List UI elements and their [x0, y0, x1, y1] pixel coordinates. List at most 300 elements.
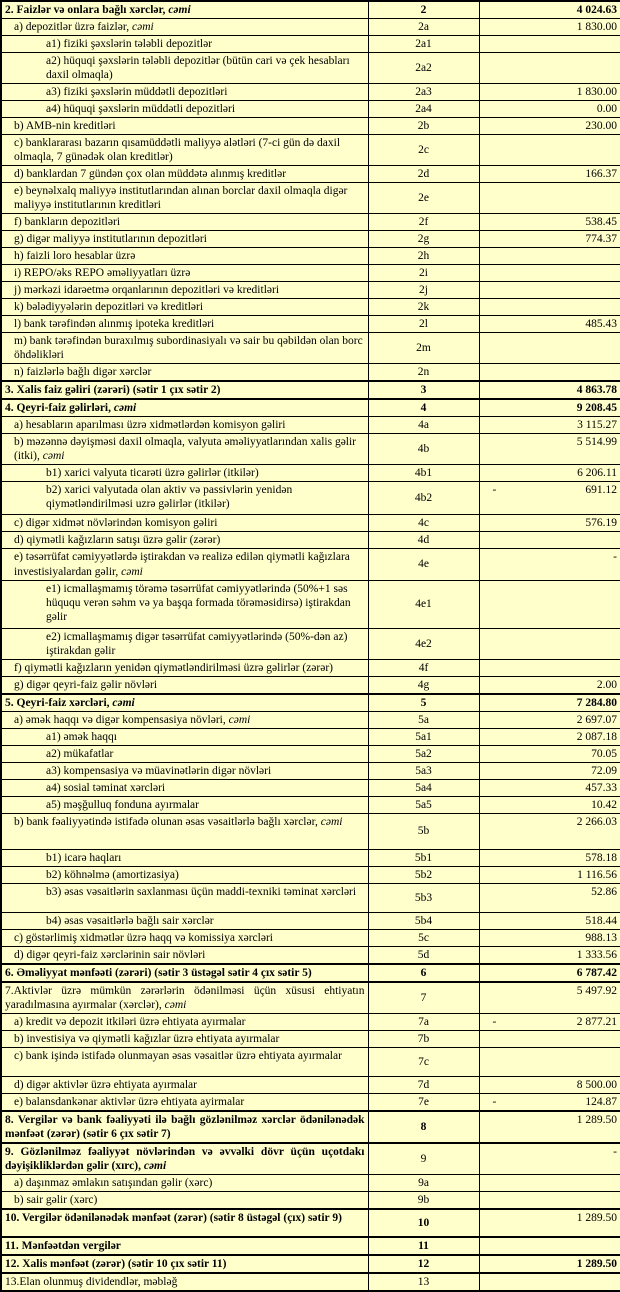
- row-label: a2) mükafatlar: [46, 747, 114, 760]
- row-code-cell: 4b2: [368, 482, 479, 515]
- row-code-cell: 2d: [368, 166, 479, 183]
- table-row: [1, 515, 620, 532]
- row-label-cell: [1, 183, 368, 214]
- row-value-cell: [479, 248, 620, 265]
- row-label-cell: [1, 1174, 368, 1191]
- row-label: g) digər maliyyə institutlarının depozitləri: [14, 233, 207, 246]
- row-code-cell: 4g: [368, 676, 479, 694]
- negative-sign: -: [492, 1015, 497, 1028]
- row-value-cell: [479, 659, 620, 676]
- table-row: [1, 1047, 620, 1076]
- row-value-cell: 457.33: [479, 779, 620, 796]
- table-row: [1, 118, 620, 135]
- table-row: [1, 883, 620, 912]
- row-code-cell: 4e: [368, 549, 479, 580]
- row-label: 3. Xalis faiz gəliri (zərəri) (sətir 1 çıx sətir 2): [5, 384, 221, 397]
- row-label-cell: [1, 364, 368, 382]
- row-value-cell: [479, 580, 620, 628]
- row-label: a2) hüquqi şəxslərin tələbli depozitlər (bütün cari və çek hesabları daxil olmaqla): [46, 55, 350, 82]
- row-value-cell: 2.00: [479, 676, 620, 694]
- row-code-cell: 7b: [368, 1030, 479, 1047]
- table-row: [1, 1191, 620, 1209]
- row-label: e2) icmallaşmamış digər təsərrüfat cəmiyyətlərində (50%-dən az) iştirakdan gəlir: [46, 630, 348, 657]
- row-label: 5. Qeyri-faiz xərcləri,: [5, 696, 113, 709]
- row-label-cell: [1, 866, 368, 883]
- row-label-suffix: cəmi: [42, 450, 65, 463]
- row-value-cell: 5 514.99: [479, 434, 620, 465]
- row-label-suffix: cəmi: [228, 713, 251, 726]
- table-row: [1, 549, 620, 580]
- row-label-cell: [1, 711, 368, 728]
- row-value-cell: 1 289.50: [479, 1255, 620, 1273]
- row-code-cell: 5a1: [368, 728, 479, 745]
- row-code-cell: 2c: [368, 135, 479, 166]
- row-value-cell: 52.86: [479, 883, 620, 912]
- table-row: [1, 1076, 620, 1093]
- row-label-cell: [1, 231, 368, 248]
- row-code-cell: 5b2: [368, 866, 479, 883]
- table-row: [1, 84, 620, 101]
- row-value: 124.87: [585, 1095, 617, 1108]
- row-value-cell: 4 863.78: [479, 381, 620, 399]
- row-value-cell: 230.00: [479, 118, 620, 135]
- row-label: b) investisiya və qiymətli kağızlar üzrə ehtiyata ayırmalar: [14, 1032, 280, 1045]
- row-code-cell: 2i: [368, 265, 479, 282]
- row-value-cell: 578.18: [479, 849, 620, 866]
- row-label-cell: [1, 779, 368, 796]
- row-value-cell: [479, 364, 620, 382]
- row-value-cell: [479, 333, 620, 364]
- row-label-cell: [1, 1093, 368, 1111]
- row-label-cell: [1, 1047, 368, 1076]
- row-code-cell: 13: [368, 1273, 479, 1291]
- row-label: g) digər qeyri-faiz gəlir növləri: [14, 678, 158, 691]
- row-label-cell: [1, 946, 368, 964]
- row-value-cell: 2 087.18: [479, 728, 620, 745]
- table-row: [1, 849, 620, 866]
- row-value-cell: [479, 628, 620, 659]
- row-code-cell: 2k: [368, 299, 479, 316]
- row-label-cell: [1, 1013, 368, 1030]
- row-code-cell: 3: [368, 381, 479, 399]
- row-label-cell: [1, 482, 368, 515]
- row-label-cell: [1, 166, 368, 183]
- table-row: [1, 166, 620, 183]
- row-value-cell: 1 289.50: [479, 1209, 620, 1237]
- row-label-cell: [1, 549, 368, 580]
- row-label-cell: [1, 316, 368, 333]
- row-code-cell: 5a: [368, 711, 479, 728]
- row-value-cell: 9 208.45: [479, 399, 620, 417]
- row-label: e) beynəlxalq maliyyə institutlarından alınan borclar daxil olmaqla digər maliyyə institutlarının kreditləri: [14, 185, 348, 212]
- row-value-cell: 2 697.07: [479, 711, 620, 728]
- row-label-cell: [1, 883, 368, 912]
- row-value-cell: -: [479, 549, 620, 580]
- row-label-cell: [1, 912, 368, 929]
- table-row: [1, 1209, 620, 1237]
- row-label: c) banklararası bazarın qısamüddətli maliyyə alətləri (7-ci gün də daxil olmaqla, 7 günədək olan kreditlər): [14, 137, 341, 164]
- row-code-cell: 8: [368, 1111, 479, 1143]
- row-label: f) bankların depozitləri: [14, 216, 121, 229]
- row-label: 4. Qeyri-faiz gəlirləri,: [5, 402, 114, 415]
- row-label: b) sair gəlir (xərc): [14, 1193, 98, 1206]
- row-value-cell: [479, 53, 620, 84]
- row-code-cell: 4d: [368, 532, 479, 549]
- row-label: b) məzənnə dəyişməsi daxil olmaqla, valyuta əməliyyatlarından xalis gəlir (itki),: [14, 436, 357, 463]
- row-code-cell: 12: [368, 1255, 479, 1273]
- row-value-cell: 70.05: [479, 745, 620, 762]
- row-value-cell: [479, 183, 620, 214]
- row-value-cell: [479, 1273, 620, 1291]
- row-label: h) faizli loro hesablar üzrə: [14, 250, 136, 263]
- row-code-cell: 2e: [368, 183, 479, 214]
- row-label-cell: [1, 1030, 368, 1047]
- table-row: [1, 1093, 620, 1111]
- row-label-cell: [1, 434, 368, 465]
- row-label-cell: [1, 694, 368, 712]
- row-value-cell: [479, 1093, 620, 1111]
- row-value-cell: 485.43: [479, 316, 620, 333]
- row-label-cell: [1, 248, 368, 265]
- row-code-cell: 11: [368, 1237, 479, 1255]
- row-label-cell: [1, 1143, 368, 1175]
- row-value-cell: 988.13: [479, 929, 620, 946]
- row-code-cell: 5a4: [368, 779, 479, 796]
- row-label-suffix: cəmi: [164, 998, 187, 1011]
- table-row: [1, 1255, 620, 1273]
- table-row: [1, 745, 620, 762]
- row-value-cell: 72.09: [479, 762, 620, 779]
- row-label-suffix: cəmi: [320, 815, 343, 828]
- row-value-cell: [479, 1047, 620, 1076]
- row-label-cell: [1, 982, 368, 1014]
- table-row: [1, 299, 620, 316]
- table-row: [1, 399, 620, 417]
- row-label: a4) sosial təminat xərcləri: [46, 781, 166, 794]
- row-code-cell: 2: [368, 1, 479, 19]
- row-code-cell: 5b: [368, 813, 479, 849]
- row-value-cell: [479, 1174, 620, 1191]
- row-code-cell: 4f: [368, 659, 479, 676]
- row-label: a) daşınmaz əmlakın satışından gəlir (xərc): [14, 1176, 213, 1189]
- row-label: a3) kompensasiya və müavinətlərin digər növləri: [46, 764, 272, 777]
- row-label: a5) məşğulluq fonduna ayırmalar: [46, 798, 199, 811]
- row-value-cell: 6 787.42: [479, 964, 620, 982]
- row-code-cell: 4a: [368, 417, 479, 434]
- row-label-cell: [1, 964, 368, 982]
- row-label: b) AMB-nin kreditləri: [14, 120, 116, 133]
- row-value-cell: [479, 135, 620, 166]
- row-value-cell: 166.37: [479, 166, 620, 183]
- table-row: [1, 381, 620, 399]
- row-label: a) əmək haqqı və digər kompensasiya növləri,: [14, 713, 229, 726]
- row-label: c) göstərlimiş xidmətlər üzrə haqq və komissiya xərcləri: [14, 931, 273, 944]
- row-label: a1) fiziki şəxslərin tələbli depozitlər: [46, 38, 213, 51]
- row-label-cell: [1, 628, 368, 659]
- row-value-cell: [479, 532, 620, 549]
- row-value-cell: [479, 265, 620, 282]
- row-label-cell: [1, 1, 368, 19]
- row-label-cell: [1, 659, 368, 676]
- row-code-cell: 5b3: [368, 883, 479, 912]
- row-label-cell: [1, 19, 368, 36]
- table-row: [1, 36, 620, 53]
- table-row: [1, 929, 620, 946]
- row-label: j) mərkəzi idarəetmə orqanlarının depozitləri və kreditləri: [14, 284, 280, 297]
- row-label-cell: [1, 796, 368, 813]
- table-row: [1, 19, 620, 36]
- table-row: [1, 762, 620, 779]
- row-code-cell: 9a: [368, 1174, 479, 1191]
- table-row: [1, 659, 620, 676]
- row-label-cell: [1, 53, 368, 84]
- row-code-cell: 2m: [368, 333, 479, 364]
- row-label-suffix: cəmi: [112, 696, 135, 709]
- row-label-suffix: cəmi: [121, 565, 143, 578]
- table-row: [1, 694, 620, 712]
- row-label-suffix: cəmi: [143, 1159, 167, 1172]
- row-value: 2 877.21: [576, 1015, 617, 1028]
- row-label-cell: [1, 849, 368, 866]
- row-label: 9. Gözlənilməz fəaliyyət növlərindən və əvvəlki dövr üçün uçotdakı dəyişikliklərdən gəlir (xırc),: [5, 1145, 365, 1172]
- row-code-cell: 2j: [368, 282, 479, 299]
- row-code-cell: 2a: [368, 19, 479, 36]
- row-label-cell: [1, 1191, 368, 1209]
- row-label: l) bank tərəfindən alınmış ipoteka kreditləri: [14, 318, 215, 331]
- table-row: [1, 796, 620, 813]
- row-label: a) kredit və depozit itkiləri üzrə ehtiyata ayırmalar: [14, 1015, 246, 1028]
- table-row: [1, 364, 620, 382]
- table-row: [1, 866, 620, 883]
- row-label: 7.Aktivlər üzrə mümkün zərərlərin ödənilməsi üçün xüsusi ehtiyatın yaradılmasına ayırmalar (xərclər),: [5, 984, 365, 1011]
- table-row: [1, 779, 620, 796]
- row-label-cell: [1, 399, 368, 417]
- row-value-cell: 538.45: [479, 214, 620, 231]
- row-label-cell: [1, 101, 368, 118]
- row-code-cell: 9b: [368, 1191, 479, 1209]
- row-label: d) banklardan 7 gündən çox olan müddətə alınmış kreditlər: [14, 168, 287, 181]
- row-value-cell: 1 830.00: [479, 19, 620, 36]
- row-value-cell: 1 830.00: [479, 84, 620, 101]
- table-row: [1, 964, 620, 982]
- row-code-cell: 2a2: [368, 53, 479, 84]
- row-label-cell: [1, 299, 368, 316]
- row-label-cell: [1, 36, 368, 53]
- row-code-cell: 7a: [368, 1013, 479, 1030]
- row-code-cell: 2a4: [368, 101, 479, 118]
- table-row: [1, 333, 620, 364]
- negative-value: [483, 1095, 618, 1109]
- row-label: a) depozitlər üzrə faizlər,: [14, 21, 132, 34]
- row-value-cell: 576.19: [479, 515, 620, 532]
- row-code-cell: 7d: [368, 1076, 479, 1093]
- table-row: [1, 135, 620, 166]
- row-value: 691.12: [585, 484, 617, 497]
- row-code-cell: 7e: [368, 1093, 479, 1111]
- row-label: 6. Əməliyyat mənfəəti (zərəri) (sətir 3 üstəgəl sətir 4 çıx sətir 5): [5, 966, 312, 979]
- table-row: [1, 282, 620, 299]
- row-label-cell: [1, 532, 368, 549]
- table-row: [1, 728, 620, 745]
- row-label-cell: [1, 1076, 368, 1093]
- row-label: a4) hüquqi şəxslərin müddətli depozitləri: [46, 103, 236, 116]
- row-label: b2) xarici valyutada olan aktiv və passivlərin yenidən qiymətləndirilməsi uzrə gəlirlər (itkilər): [46, 484, 293, 511]
- row-code-cell: 9: [368, 1143, 479, 1175]
- table-row: [1, 813, 620, 849]
- row-label: 10. Vergilər ödənilənədək mənfəət (zərər) (sətir 8 üstəgəl (çıx) sətir 9): [5, 1211, 342, 1224]
- row-code-cell: 2n: [368, 364, 479, 382]
- table-row: [1, 1143, 620, 1175]
- row-label-cell: [1, 1209, 368, 1237]
- row-code-cell: 10: [368, 1209, 479, 1237]
- row-label-cell: [1, 214, 368, 231]
- row-value-cell: 518.44: [479, 912, 620, 929]
- table-row: [1, 1174, 620, 1191]
- row-value-cell: 7 284.80: [479, 694, 620, 712]
- table-row: [1, 1030, 620, 1047]
- row-code-cell: 5a3: [368, 762, 479, 779]
- row-label-cell: [1, 1111, 368, 1143]
- row-code-cell: 7c: [368, 1047, 479, 1076]
- row-code-cell: 2a1: [368, 36, 479, 53]
- table-row: [1, 265, 620, 282]
- row-code-cell: 5a5: [368, 796, 479, 813]
- row-label-cell: [1, 728, 368, 745]
- row-label-cell: [1, 745, 368, 762]
- row-label: a3) fiziki şəxslərin müddətli depozitləri: [46, 86, 228, 99]
- table-row: [1, 434, 620, 465]
- row-code-cell: 2f: [368, 214, 479, 231]
- row-code-cell: 4b1: [368, 465, 479, 482]
- row-label-cell: [1, 265, 368, 282]
- table-row: [1, 1111, 620, 1143]
- row-code-cell: 5b1: [368, 849, 479, 866]
- row-value-cell: [479, 482, 620, 515]
- table-row: [1, 982, 620, 1014]
- table-row: [1, 1, 620, 19]
- row-label-cell: [1, 762, 368, 779]
- table-row: [1, 417, 620, 434]
- row-label-cell: [1, 417, 368, 434]
- negative-value: [483, 483, 618, 497]
- row-label: n) faizlərlə bağlı digər xərclər: [14, 366, 152, 379]
- row-label-suffix: cəmi: [113, 402, 137, 415]
- table-row: [1, 676, 620, 694]
- row-label-suffix: cəmi: [168, 4, 191, 16]
- row-label: 11. Mənfəətdən vergilər: [5, 1239, 121, 1252]
- row-code-cell: 2h: [368, 248, 479, 265]
- row-label-cell: [1, 1255, 368, 1273]
- row-code-cell: 7: [368, 982, 479, 1014]
- table-row: [1, 711, 620, 728]
- row-label-cell: [1, 676, 368, 694]
- table-row: [1, 231, 620, 248]
- row-label: a1) əmək haqqı: [46, 730, 117, 743]
- row-label: b1) xarici valyuta ticarəti üzrə gəlirlər (itkilər): [46, 467, 259, 480]
- row-value-cell: [479, 282, 620, 299]
- row-value-cell: 3 115.27: [479, 417, 620, 434]
- table-row: [1, 316, 620, 333]
- table-row: [1, 628, 620, 659]
- row-label-cell: [1, 1237, 368, 1255]
- row-label: 12. Xalis mənfəət (zərər) (sətir 10 çıx sətir 11): [5, 1257, 227, 1270]
- row-label: a) hesabların aparılması üzrə xidmətlərdən komisyon gəliri: [14, 419, 286, 432]
- table-row: [1, 1237, 620, 1255]
- row-label-cell: [1, 515, 368, 532]
- row-code-cell: 5: [368, 694, 479, 712]
- row-code-cell: 2b: [368, 118, 479, 135]
- row-value-cell: [479, 1030, 620, 1047]
- row-label: 2. Faizlər və onlara bağlı xərclər,: [5, 4, 169, 16]
- row-label-cell: [1, 465, 368, 482]
- row-value-cell: [479, 1237, 620, 1255]
- row-code-cell: 4b: [368, 434, 479, 465]
- row-code-cell: 6: [368, 964, 479, 982]
- row-code-cell: 5b4: [368, 912, 479, 929]
- row-label-cell: [1, 580, 368, 628]
- row-code-cell: 2l: [368, 316, 479, 333]
- row-label-cell: [1, 333, 368, 364]
- table-row: [1, 1013, 620, 1030]
- row-label: e1) icmallaşmamış törəmə təsərrüfat cəmiyyətlərində (50%+1 səs hüququ verən səhm və ya başqa formada törəməsidirsə) iştirakdan gəlir: [46, 582, 351, 623]
- row-label: m) bank tərəfindən buraxılmış subordinasiyalı və sair bu qəbildən olan borc öhdəlikləri: [14, 335, 363, 362]
- row-code-cell: 5c: [368, 929, 479, 946]
- row-code-cell: 4: [368, 399, 479, 417]
- row-label: 8. Vergilər və bank fəaliyyəti ilə bağlı gözlənilməz xərclər ödənilənədək mənfəət (zərər) (sətir 6 çıx sətir 7): [5, 1113, 365, 1140]
- row-label: e) təsərrüfat cəmiyyətlərdə iştirakdan və realizə edilən qiymətli kağızlara investisiyalardan gəlir,: [14, 551, 350, 578]
- table-row: [1, 580, 620, 628]
- row-label: d) qiymətli kağızların satışı üzrə gəlir (zərər): [14, 534, 221, 547]
- negative-value: [483, 1015, 618, 1029]
- table-row: [1, 482, 620, 515]
- row-label: b) bank fəaliyyətində istifadə olunan əsas vəsaitlərlə bağlı xərclər,: [14, 815, 321, 828]
- row-value-cell: 774.37: [479, 231, 620, 248]
- row-label: c) digər xidmət növlərindən komisyon gəliri: [14, 517, 218, 530]
- table-row: [1, 248, 620, 265]
- row-value-cell: [479, 36, 620, 53]
- row-label: f) qiymətli kağızların yenidən qiymətləndirilməsi üzrə gəlirlər (zərər): [14, 661, 333, 674]
- row-label: b3) əsas vəsaitlərin saxlanması üçün maddi-texniki təminat xərcləri: [46, 885, 357, 898]
- row-label: b4) əsas vəsaitlərlə bağlı sair xərclər: [46, 914, 214, 927]
- row-label-cell: [1, 135, 368, 166]
- table-row: [1, 101, 620, 118]
- row-label-cell: [1, 813, 368, 849]
- row-value-cell: 4 024.63: [479, 1, 620, 19]
- row-label: d) digər qeyri-faiz xərclərinin sair növləri: [14, 948, 206, 961]
- row-label: b2) köhnəlmə (amortizasiya): [46, 868, 179, 881]
- row-label: k) bələdiyyələrin depozitləri və kreditləri: [14, 301, 204, 314]
- row-label: 13.Elan olunmuş dividendlər, məbləğ: [5, 1276, 178, 1288]
- row-code-cell: 5d: [368, 946, 479, 964]
- row-value-cell: 0.00: [479, 101, 620, 118]
- row-code-cell: 5a2: [368, 745, 479, 762]
- row-label-cell: [1, 1273, 368, 1291]
- row-label: d) digər aktivlər üzrə ehtiyata ayırmalar: [14, 1078, 197, 1091]
- row-value-cell: 2 266.03: [479, 813, 620, 849]
- row-value-cell: -: [479, 1143, 620, 1175]
- row-code-cell: 2g: [368, 231, 479, 248]
- row-code-cell: 4c: [368, 515, 479, 532]
- row-value-cell: [479, 1013, 620, 1030]
- table-row: [1, 465, 620, 482]
- row-label: c) bank işində istifadə olunmayan əsas vəsaitlər üzrə ehtiyata ayırmalar: [14, 1049, 342, 1062]
- table-row: [1, 53, 620, 84]
- table-row: [1, 532, 620, 549]
- row-label-cell: [1, 84, 368, 101]
- table-row: [1, 946, 620, 964]
- row-label-cell: [1, 381, 368, 399]
- row-label-cell: [1, 118, 368, 135]
